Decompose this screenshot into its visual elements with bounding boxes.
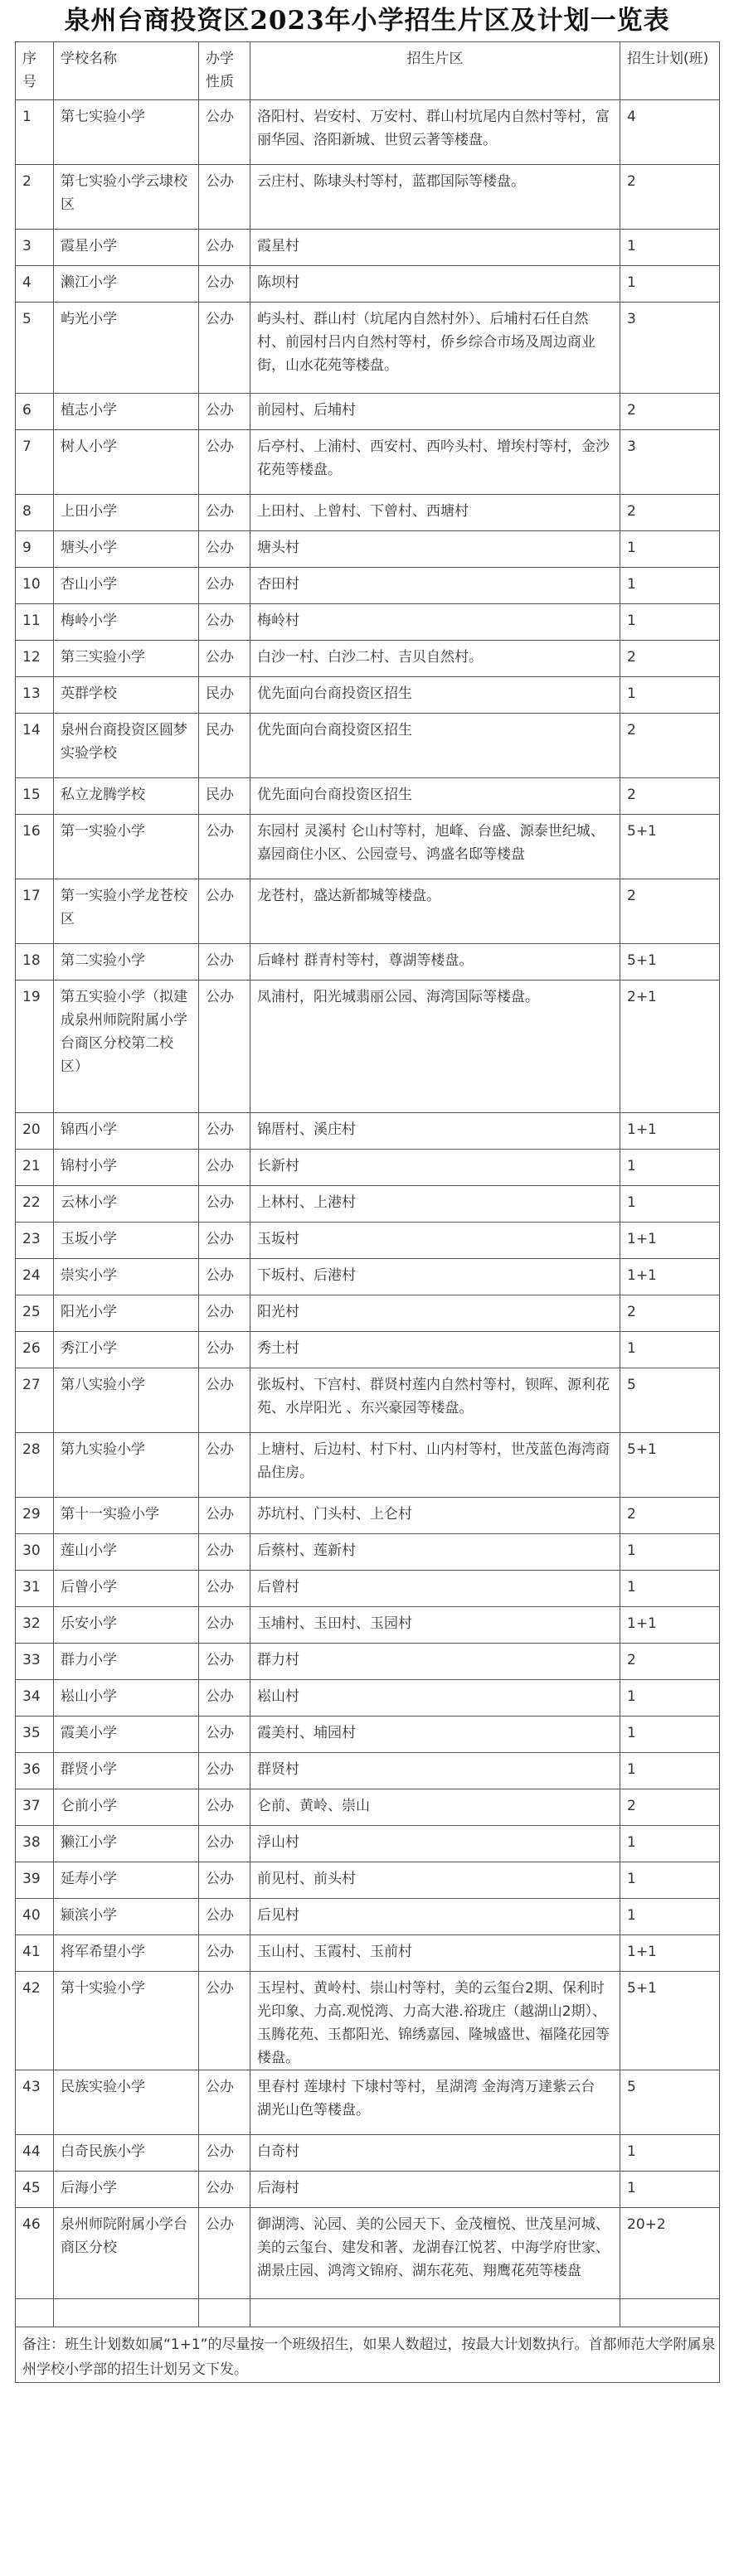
school-name: 私立龙腾学校 — [54, 778, 199, 815]
row-number: 33 — [16, 1644, 54, 1680]
enrollment-plan: 1 — [620, 230, 720, 266]
enrollment-area: 上田村、上曾村、下曾村、西塘村 — [250, 495, 620, 531]
empty-cell — [54, 2299, 199, 2327]
enrollment-area: 锦厝村、溪庄村 — [250, 1113, 620, 1150]
row-number: 6 — [16, 394, 54, 430]
enrollment-area: 上塘村、后边村、村下村、山内村等村，世茂蓝色海湾商品住房。 — [250, 1433, 620, 1498]
enrollment-table — [15, 41, 720, 2383]
row-number: 38 — [16, 1826, 54, 1862]
school-name: 獭江小学 — [54, 1826, 199, 1862]
enrollment-plan: 1 — [620, 1862, 720, 1899]
school-name: 第一实验小学 — [54, 815, 199, 879]
row-number: 35 — [16, 1717, 54, 1753]
school-name: 后海小学 — [54, 2172, 199, 2208]
school-type: 公办 — [199, 531, 250, 568]
enrollment-plan: 2 — [620, 714, 720, 778]
enrollment-area: 群贤村 — [250, 1753, 620, 1789]
row-number: 45 — [16, 2172, 54, 2208]
row-number: 13 — [16, 677, 54, 714]
school-name: 英群学校 — [54, 677, 199, 714]
enrollment-plan: 5+1 — [620, 815, 720, 879]
table-row — [16, 495, 720, 531]
table-row — [16, 604, 720, 641]
enrollment-plan: 1 — [620, 2135, 720, 2172]
school-name: 后曾小学 — [54, 1571, 199, 1607]
enrollment-plan: 5+1 — [620, 1433, 720, 1498]
enrollment-plan: 1 — [620, 266, 720, 303]
table-row — [16, 879, 720, 944]
row-number: 7 — [16, 430, 54, 495]
school-name: 第八实验小学 — [54, 1368, 199, 1433]
school-name: 颍滨小学 — [54, 1899, 199, 1935]
row-number: 10 — [16, 568, 54, 604]
school-name: 植志小学 — [54, 394, 199, 430]
school-type: 公办 — [199, 1295, 250, 1332]
school-type: 公办 — [199, 1789, 250, 1826]
school-name: 霞美小学 — [54, 1717, 199, 1753]
row-number: 41 — [16, 1935, 54, 1972]
row-number: 2 — [16, 165, 54, 230]
school-name: 第二实验小学 — [54, 944, 199, 981]
school-name: 云林小学 — [54, 1186, 199, 1223]
table-row — [16, 568, 720, 604]
school-name: 塘头小学 — [54, 531, 199, 568]
school-type: 公办 — [199, 1972, 250, 2070]
row-number: 40 — [16, 1899, 54, 1935]
school-type: 公办 — [199, 1899, 250, 1935]
school-type: 公办 — [199, 1935, 250, 1972]
table-row — [16, 1680, 720, 1717]
table-row — [16, 303, 720, 394]
row-number: 26 — [16, 1332, 54, 1368]
enrollment-plan: 2+1 — [620, 981, 720, 1113]
enrollment-plan: 1 — [620, 1534, 720, 1571]
school-type: 公办 — [199, 394, 250, 430]
note-text: 备注：班生计划数如属“1+1”的尽量按一个班级招生，如果人数超过，按最大计划数执行。首都师范大学附属泉州学校小学部的招生计划另文下发。 — [16, 2327, 720, 2383]
school-type: 公办 — [199, 1332, 250, 1368]
enrollment-area: 后见村 — [250, 1899, 620, 1935]
header-school-name: 学校名称 — [54, 42, 199, 100]
enrollment-plan: 1 — [620, 604, 720, 641]
table-row — [16, 2208, 720, 2299]
school-name: 第一实验小学龙苍校区 — [54, 879, 199, 944]
table-row — [16, 1223, 720, 1259]
enrollment-plan: 1+1 — [620, 1223, 720, 1259]
row-number: 15 — [16, 778, 54, 815]
school-name: 白奇民族小学 — [54, 2135, 199, 2172]
enrollment-area: 玉坂村 — [250, 1223, 620, 1259]
enrollment-area: 下坂村、后港村 — [250, 1259, 620, 1295]
row-number: 21 — [16, 1150, 54, 1186]
table-row — [16, 1534, 720, 1571]
school-type: 公办 — [199, 100, 250, 165]
enrollment-area: 白沙一村、白沙二村、吉贝自然村。 — [250, 641, 620, 677]
table-row — [16, 641, 720, 677]
row-number: 20 — [16, 1113, 54, 1150]
school-type: 公办 — [199, 303, 250, 394]
row-number: 23 — [16, 1223, 54, 1259]
enrollment-plan: 1 — [620, 1899, 720, 1935]
enrollment-area: 后峰村 群青村等村，尊湖等楼盘。 — [250, 944, 620, 981]
row-number: 36 — [16, 1753, 54, 1789]
row-number: 9 — [16, 531, 54, 568]
enrollment-plan: 5 — [620, 2070, 720, 2135]
school-name: 将军希望小学 — [54, 1935, 199, 1972]
enrollment-area: 白奇村 — [250, 2135, 620, 2172]
enrollment-area: 塘头村 — [250, 531, 620, 568]
row-number: 22 — [16, 1186, 54, 1223]
row-number: 42 — [16, 1972, 54, 2070]
enrollment-area: 前见村、前头村 — [250, 1862, 620, 1899]
table-row — [16, 1295, 720, 1332]
enrollment-area: 里春村 莲埭村 下埭村等村，星湖湾 金海湾万達紫云台 湖光山色等楼盘。 — [250, 2070, 620, 2135]
table-row — [16, 1935, 720, 1972]
enrollment-plan: 1 — [620, 1332, 720, 1368]
school-name: 泉州台商投资区圆梦实验学校 — [54, 714, 199, 778]
enrollment-plan: 1 — [620, 531, 720, 568]
enrollment-area: 上林村、上港村 — [250, 1186, 620, 1223]
school-type: 民办 — [199, 677, 250, 714]
enrollment-plan: 3 — [620, 303, 720, 394]
row-number: 43 — [16, 2070, 54, 2135]
enrollment-plan: 1 — [620, 1717, 720, 1753]
enrollment-area: 龙苍村，盛达新都城等楼盘。 — [250, 879, 620, 944]
school-type: 公办 — [199, 1534, 250, 1571]
row-number: 39 — [16, 1862, 54, 1899]
enrollment-plan: 20+2 — [620, 2208, 720, 2299]
school-type: 公办 — [199, 1498, 250, 1534]
school-name: 第五实验小学（拟建成泉州师院附属小学台商区分校第二校区） — [54, 981, 199, 1113]
school-type: 公办 — [199, 879, 250, 944]
row-number: 12 — [16, 641, 54, 677]
school-name: 濑江小学 — [54, 266, 199, 303]
enrollment-plan: 2 — [620, 778, 720, 815]
table-row — [16, 430, 720, 495]
school-name: 仑前小学 — [54, 1789, 199, 1826]
school-name: 第十一实验小学 — [54, 1498, 199, 1534]
row-number: 29 — [16, 1498, 54, 1534]
enrollment-plan: 5+1 — [620, 1972, 720, 2070]
school-name: 民族实验小学 — [54, 2070, 199, 2135]
row-number: 24 — [16, 1259, 54, 1295]
table-row — [16, 230, 720, 266]
school-name: 第九实验小学 — [54, 1433, 199, 1498]
school-name: 屿光小学 — [54, 303, 199, 394]
school-name: 崧山小学 — [54, 1680, 199, 1717]
table-row — [16, 1186, 720, 1223]
enrollment-plan: 2 — [620, 1789, 720, 1826]
enrollment-area: 优先面向台商投资区招生 — [250, 714, 620, 778]
enrollment-plan: 1 — [620, 1826, 720, 1862]
school-type: 公办 — [199, 1186, 250, 1223]
enrollment-plan: 2 — [620, 1295, 720, 1332]
enrollment-area: 御湖湾、沁园、美的公园天下、金茂檀悦、世茂星河城、美的云玺台、建发和著、龙湖春江悦茗、中海学府世家、湖景庄园、鸿湾文锦府、湖东花苑、翔鹰花苑等楼盘 — [250, 2208, 620, 2299]
school-type: 公办 — [199, 1717, 250, 1753]
enrollment-plan: 1 — [620, 2172, 720, 2208]
school-name: 秀江小学 — [54, 1332, 199, 1368]
school-type: 公办 — [199, 568, 250, 604]
enrollment-plan: 1 — [620, 1186, 720, 1223]
enrollment-area: 崧山村 — [250, 1680, 620, 1717]
table-row — [16, 1150, 720, 1186]
school-type: 公办 — [199, 1223, 250, 1259]
row-number: 3 — [16, 230, 54, 266]
school-name: 梅岭小学 — [54, 604, 199, 641]
row-number: 18 — [16, 944, 54, 981]
row-number: 25 — [16, 1295, 54, 1332]
table-row — [16, 1259, 720, 1295]
enrollment-plan: 1 — [620, 1150, 720, 1186]
school-type: 公办 — [199, 266, 250, 303]
school-name: 莲山小学 — [54, 1534, 199, 1571]
school-type: 公办 — [199, 1150, 250, 1186]
enrollment-plan: 1+1 — [620, 1935, 720, 1972]
row-number: 30 — [16, 1534, 54, 1571]
row-number: 17 — [16, 879, 54, 944]
empty-cell — [16, 2299, 54, 2327]
school-type: 公办 — [199, 944, 250, 981]
table-row — [16, 1332, 720, 1368]
enrollment-plan: 2 — [620, 641, 720, 677]
table-row — [16, 1972, 720, 2070]
enrollment-area: 优先面向台商投资区招生 — [250, 778, 620, 815]
enrollment-area: 凤浦村，阳光城翡丽公园、海湾国际等楼盘。 — [250, 981, 620, 1113]
school-name: 泉州师院附属小学台商区分校 — [54, 2208, 199, 2299]
empty-row — [16, 2299, 720, 2327]
school-name: 阳光小学 — [54, 1295, 199, 1332]
school-type: 公办 — [199, 2172, 250, 2208]
school-name: 第七实验小学云埭校区 — [54, 165, 199, 230]
table-row — [16, 1571, 720, 1607]
enrollment-area: 玉埕村、黄岭村、崇山村等村，美的云玺台2期、保利时光印象、力高.观悦湾、力高大港.裕珑庄（越湖山2期）、玉腾花苑、玉都阳光、锦绣嘉园、隆城盛世、福隆花园等楼盘。 — [250, 1972, 620, 2070]
enrollment-area: 霞美村、埔园村 — [250, 1717, 620, 1753]
school-type: 公办 — [199, 1607, 250, 1644]
table-row — [16, 714, 720, 778]
enrollment-area: 张坂村、下宫村、群贤村莲内自然村等村，钡晖、源利花苑、水岸阳光 、东兴豪园等楼盘。 — [250, 1368, 620, 1433]
enrollment-plan: 2 — [620, 1644, 720, 1680]
school-type: 公办 — [199, 641, 250, 677]
enrollment-area: 阳光村 — [250, 1295, 620, 1332]
enrollment-area: 优先面向台商投资区招生 — [250, 677, 620, 714]
school-name: 第七实验小学 — [54, 100, 199, 165]
table-row — [16, 2172, 720, 2208]
row-number: 27 — [16, 1368, 54, 1433]
school-name: 杏山小学 — [54, 568, 199, 604]
enrollment-area: 秀土村 — [250, 1332, 620, 1368]
table-row — [16, 1826, 720, 1862]
table-row — [16, 981, 720, 1113]
school-type: 民办 — [199, 778, 250, 815]
row-number: 11 — [16, 604, 54, 641]
header-area: 招生片区 — [250, 42, 620, 100]
table-row — [16, 2135, 720, 2172]
row-number: 19 — [16, 981, 54, 1113]
school-name: 崇实小学 — [54, 1259, 199, 1295]
school-type: 公办 — [199, 165, 250, 230]
row-number: 37 — [16, 1789, 54, 1826]
school-name: 延寿小学 — [54, 1862, 199, 1899]
table-row — [16, 1899, 720, 1935]
table-row — [16, 1607, 720, 1644]
table-row — [16, 778, 720, 815]
table-row — [16, 1368, 720, 1433]
enrollment-plan: 2 — [620, 495, 720, 531]
row-number: 14 — [16, 714, 54, 778]
table-row — [16, 165, 720, 230]
table-row — [16, 394, 720, 430]
school-type: 公办 — [199, 2208, 250, 2299]
row-number: 1 — [16, 100, 54, 165]
enrollment-area: 云庄村、陈埭头村等村，蓝郡国际等楼盘。 — [250, 165, 620, 230]
table-row — [16, 1433, 720, 1498]
school-name: 锦村小学 — [54, 1150, 199, 1186]
header-no: 序号 — [16, 42, 54, 100]
school-name: 群力小学 — [54, 1644, 199, 1680]
table-row — [16, 677, 720, 714]
page-title: 泉州台商投资区2023年小学招生片区及计划一览表 — [64, 6, 670, 36]
enrollment-plan: 4 — [620, 100, 720, 165]
enrollment-plan: 1 — [620, 1680, 720, 1717]
enrollment-plan: 5+1 — [620, 944, 720, 981]
enrollment-plan: 1 — [620, 1753, 720, 1789]
enrollment-area: 洛阳村、岩安村、万安村、群山村坑尾内自然村等村，富丽华园、洛阳新城、世贸云著等楼盘。 — [250, 100, 620, 165]
enrollment-area: 浮山村 — [250, 1826, 620, 1862]
row-number: 46 — [16, 2208, 54, 2299]
school-type: 公办 — [199, 604, 250, 641]
enrollment-area: 杏田村 — [250, 568, 620, 604]
school-type: 民办 — [199, 714, 250, 778]
school-type: 公办 — [199, 230, 250, 266]
row-number: 32 — [16, 1607, 54, 1644]
enrollment-area: 长新村 — [250, 1150, 620, 1186]
school-type: 公办 — [199, 1862, 250, 1899]
school-type: 公办 — [199, 1259, 250, 1295]
school-type: 公办 — [199, 1753, 250, 1789]
enrollment-plan: 2 — [620, 879, 720, 944]
school-type: 公办 — [199, 1826, 250, 1862]
row-number: 31 — [16, 1571, 54, 1607]
school-type: 公办 — [199, 2070, 250, 2135]
note-row — [16, 2327, 720, 2383]
enrollment-plan: 2 — [620, 165, 720, 230]
table-row — [16, 266, 720, 303]
header-type: 办学性质 — [199, 42, 250, 100]
school-name: 第三实验小学 — [54, 641, 199, 677]
enrollment-area: 后蔡村、莲新村 — [250, 1534, 620, 1571]
enrollment-area: 群力村 — [250, 1644, 620, 1680]
school-name: 群贤小学 — [54, 1753, 199, 1789]
school-type: 公办 — [199, 2135, 250, 2172]
school-type: 公办 — [199, 1680, 250, 1717]
school-type: 公办 — [199, 495, 250, 531]
row-number: 8 — [16, 495, 54, 531]
school-type: 公办 — [199, 1433, 250, 1498]
school-name: 锦西小学 — [54, 1113, 199, 1150]
empty-cell — [199, 2299, 250, 2327]
school-type: 公办 — [199, 1571, 250, 1607]
empty-cell — [620, 2299, 720, 2327]
row-number: 4 — [16, 266, 54, 303]
enrollment-area: 屿头村、群山村（坑尾内自然村外）、后埔村石任自然村、前园村吕内自然村等村，侨乡综合市场及周边商业街，山水花苑等楼盘。 — [250, 303, 620, 394]
school-name: 第十实验小学 — [54, 1972, 199, 2070]
row-number: 44 — [16, 2135, 54, 2172]
table-row — [16, 815, 720, 879]
enrollment-area: 仑前、黄岭、崇山 — [250, 1789, 620, 1826]
table-row — [16, 1498, 720, 1534]
enrollment-plan: 1 — [620, 677, 720, 714]
header-plan: 招生计划(班) — [620, 42, 720, 100]
table-row — [16, 1644, 720, 1680]
enrollment-plan: 1 — [620, 568, 720, 604]
school-name: 玉坂小学 — [54, 1223, 199, 1259]
table-row — [16, 531, 720, 568]
enrollment-area: 东园村 灵溪村 仑山村等村，旭峰、台盛、源泰世纪城、嘉园商住小区、公园壹号、鸿盛名邸等楼盘 — [250, 815, 620, 879]
row-number: 16 — [16, 815, 54, 879]
table-row — [16, 100, 720, 165]
enrollment-plan: 1+1 — [620, 1259, 720, 1295]
row-number: 28 — [16, 1433, 54, 1498]
table-row — [16, 1862, 720, 1899]
school-name: 树人小学 — [54, 430, 199, 495]
enrollment-area: 后亭村、上浦村、西安村、西吟头村、增埃村等村，金沙花苑等楼盘。 — [250, 430, 620, 495]
enrollment-plan: 1+1 — [620, 1113, 720, 1150]
enrollment-area: 苏坑村、门头村、上仑村 — [250, 1498, 620, 1534]
table-row — [16, 1753, 720, 1789]
table-row — [16, 2070, 720, 2135]
row-number: 34 — [16, 1680, 54, 1717]
enrollment-area: 梅岭村 — [250, 604, 620, 641]
enrollment-plan: 1+1 — [620, 1607, 720, 1644]
enrollment-area: 后海村 — [250, 2172, 620, 2208]
school-name: 上田小学 — [54, 495, 199, 531]
table-row — [16, 944, 720, 981]
enrollment-area: 陈坝村 — [250, 266, 620, 303]
school-type: 公办 — [199, 1368, 250, 1433]
school-type: 公办 — [199, 1644, 250, 1680]
enrollment-area: 玉山村、玉霞村、玉前村 — [250, 1935, 620, 1972]
enrollment-plan: 5 — [620, 1368, 720, 1433]
school-name: 霞星小学 — [54, 230, 199, 266]
enrollment-area: 后曾村 — [250, 1571, 620, 1607]
enrollment-plan: 3 — [620, 430, 720, 495]
empty-cell — [250, 2299, 620, 2327]
school-name: 乐安小学 — [54, 1607, 199, 1644]
table-header-row — [16, 42, 720, 100]
enrollment-area: 前园村、后埔村 — [250, 394, 620, 430]
enrollment-area: 玉埔村、玉田村、玉园村 — [250, 1607, 620, 1644]
enrollment-plan: 2 — [620, 1498, 720, 1534]
table-row — [16, 1717, 720, 1753]
enrollment-plan: 2 — [620, 394, 720, 430]
school-type: 公办 — [199, 1113, 250, 1150]
school-type: 公办 — [199, 981, 250, 1113]
table-row — [16, 1113, 720, 1150]
row-number: 5 — [16, 303, 54, 394]
school-type: 公办 — [199, 815, 250, 879]
school-type: 公办 — [199, 430, 250, 495]
table-row — [16, 1789, 720, 1826]
enrollment-area: 霞星村 — [250, 230, 620, 266]
enrollment-plan: 1 — [620, 1571, 720, 1607]
